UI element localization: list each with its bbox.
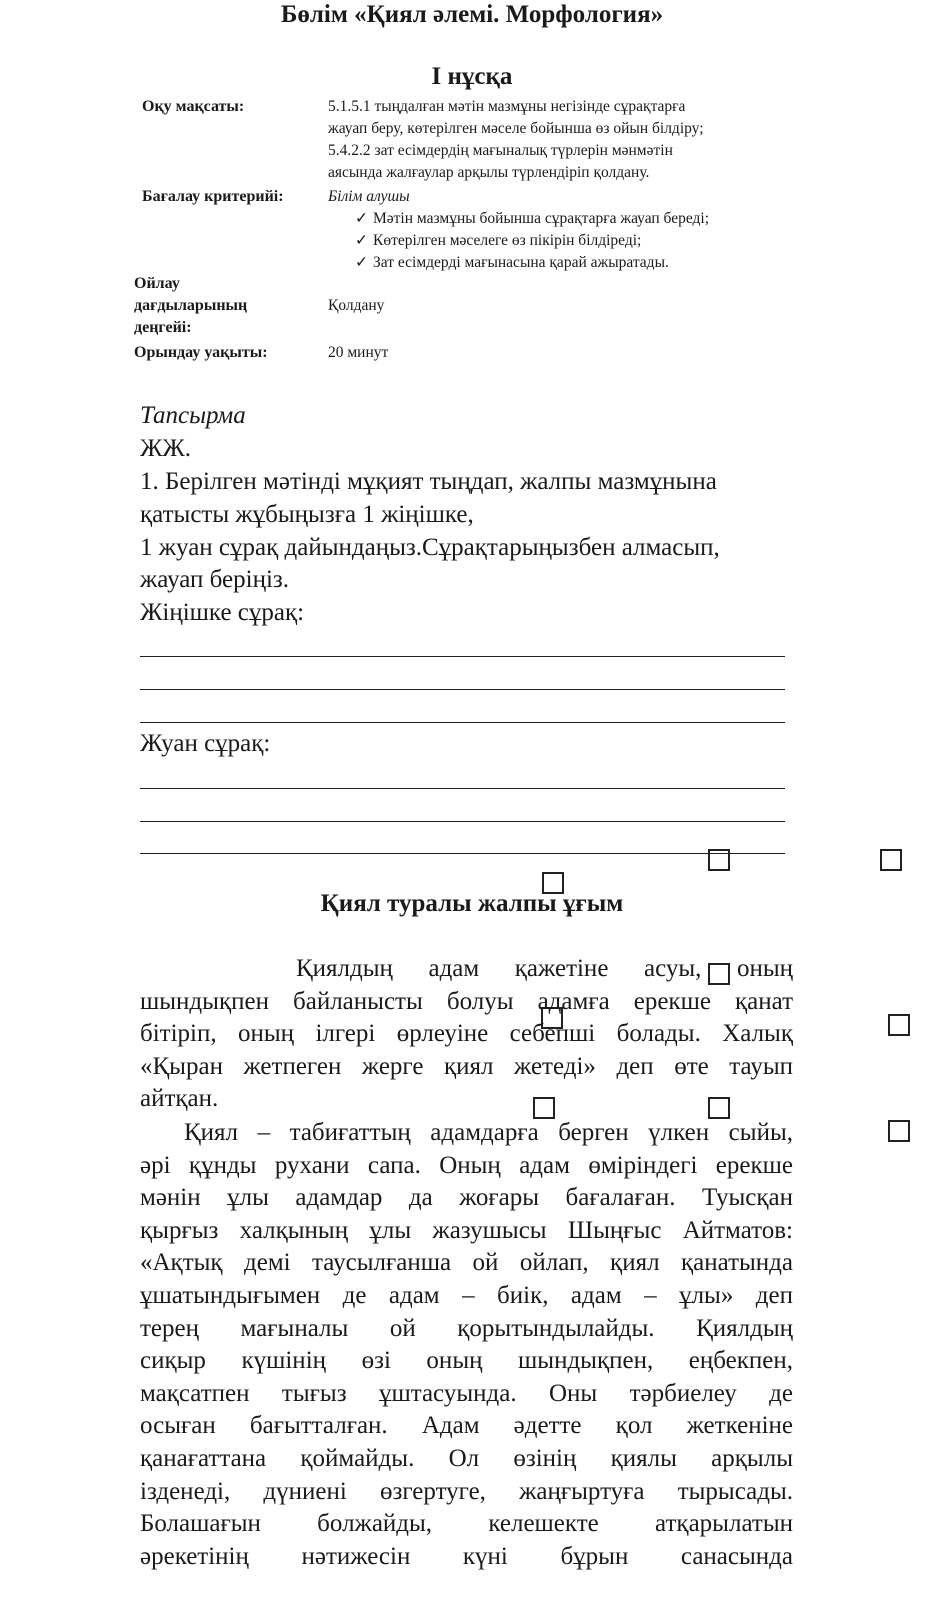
answer-line[interactable] xyxy=(140,821,785,822)
paragraph-line: Қиялдың адам қажетіне асуы, оның xyxy=(296,955,793,982)
text-title: Қиял туралы жалпы ұғым xyxy=(320,890,624,917)
paragraph-line: осыған бағытталған. Адам әдетте қол жеткеніне xyxy=(140,1412,793,1440)
paragraph-line: мәнін ұлы адамдар да жоғары бағалаған. Туысқан xyxy=(140,1184,793,1212)
goal-line: жауап беру, көтерілген мәселе бойынша өз ойын білдіру; xyxy=(328,120,704,137)
paragraph-line: ұшатындығымен де адам – биік, адам – ұлы» деп xyxy=(140,1281,793,1309)
answer-line[interactable] xyxy=(140,722,785,723)
goal-line: 5.1.5.1 тыңдалған мәтін мазмұны негізінде сұрақтарға xyxy=(328,98,686,115)
criteria-intro: Білім алушы xyxy=(328,188,410,205)
paragraph-line: терең мағыналы ой қорытындылайды. Қиялдың xyxy=(140,1314,793,1342)
paragraph-line: әрі құнды рухани сапа. Оның адам өміріндегі ерекше xyxy=(140,1151,793,1179)
check-icon: ✓ xyxy=(355,232,368,249)
goal-line: 5.4.2.2 зат есімдердің мағыналық түрлерін мәнмәтін xyxy=(328,142,673,159)
checkbox-square[interactable] xyxy=(880,849,902,871)
paragraph-line: қанағаттана қоймайды. Ол өзінің қиялы арқылы xyxy=(140,1444,793,1472)
criteria-item xyxy=(355,230,641,252)
paragraph-line: «Қыран жетпеген жерге қиял жетеді» деп өте тауып xyxy=(140,1052,793,1080)
thin-question-label: Жіңішке сұрақ: xyxy=(140,599,305,626)
criteria-item xyxy=(355,252,669,274)
task-instruction-line: 1 жуан сұрақ дайындаңыз.Сұрақтарыңызбен алмасып, xyxy=(140,534,720,561)
thinking-label: деңгейі: xyxy=(134,319,192,336)
paragraph-2 xyxy=(140,1117,793,1573)
check-icon: ✓ xyxy=(355,254,368,271)
variant-title: І нұсқа xyxy=(431,63,513,90)
goal-line: аясында жалғаулар арқылы түрлендіріп қолдану. xyxy=(328,164,650,181)
criteria-item xyxy=(355,208,709,230)
check-icon: ✓ xyxy=(355,210,368,227)
paragraph-line: ізденеді, дүниені өзгертуге, жаңғыртуға тырысады. xyxy=(140,1477,793,1505)
paragraph-line: әрекетінің нәтижесін күні бұрын санасында xyxy=(140,1542,793,1570)
time-label: Орындау уақыты: xyxy=(134,344,268,361)
paragraph-line: шындықпен байланысты болуы адамға ерекше қанат xyxy=(140,987,793,1015)
paragraph-line: айтқан. xyxy=(140,1085,219,1113)
section-title: Бөлім «Қиял әлемі. Морфология» xyxy=(280,1,664,28)
checkbox-square[interactable] xyxy=(708,849,730,871)
paragraph-line: «Ақтық демі таусылғанша ой ойлап, қиял қанатында xyxy=(140,1249,793,1277)
paragraph-line: Болашағын болжайды, келешекте атқарылатын xyxy=(140,1510,793,1538)
thinking-label: Ойлау xyxy=(134,275,180,292)
task-heading: Тапсырма xyxy=(140,402,246,429)
thick-question-label: Жуан сұрақ: xyxy=(140,730,271,757)
checkbox-square[interactable] xyxy=(888,1014,910,1036)
answer-line[interactable] xyxy=(140,788,785,789)
paragraph-line: мақсатпен тығыз ұштасуында. Оны тәрбиелеу де xyxy=(140,1379,793,1407)
task-instruction-line: қатысты жұбыңызға 1 жіңішке, xyxy=(140,501,474,528)
criteria-item-text: Мәтін мазмұны бойынша сұрақтарға жауап береді; xyxy=(373,210,710,227)
task-mode: ЖЖ. xyxy=(140,435,192,462)
paragraph-line: Қиял – табиғаттың адамдарға берген үлкен сыйы, xyxy=(184,1119,793,1146)
time-value: 20 минут xyxy=(328,344,389,361)
answer-line[interactable] xyxy=(140,689,785,690)
paragraph-1 xyxy=(140,953,793,1116)
paragraph-line: қырғыз халқының ұлы жазушысы Шыңғыс Айтматов: xyxy=(140,1216,793,1244)
checkbox-square[interactable] xyxy=(888,1120,910,1142)
task-instruction-line: 1. Берілген мәтінді мұқият тыңдап, жалпы мазмұнына xyxy=(140,468,717,495)
goal-label: Оқу мақсаты: xyxy=(142,98,245,115)
answer-line[interactable] xyxy=(140,853,785,854)
criteria-item-text: Көтерілген мәселеге өз пікірін білдіреді; xyxy=(373,232,642,249)
task-instruction-line: жауап беріңіз. xyxy=(140,566,290,593)
answer-line[interactable] xyxy=(140,656,785,657)
thinking-label: дағдыларының xyxy=(134,297,248,314)
criteria-label: Бағалау критерийі: xyxy=(142,188,284,205)
criteria-item-text: Зат есімдерді мағынасына қарай ажыратады. xyxy=(373,254,669,271)
paragraph-line: сиқыр күшінің өзі оның шындықпен, еңбекпен, xyxy=(140,1347,793,1375)
thinking-value: Қолдану xyxy=(328,297,385,314)
paragraph-line: бітіріп, оның ілгері өрлеуіне себепші болады. Халық xyxy=(140,1020,793,1048)
